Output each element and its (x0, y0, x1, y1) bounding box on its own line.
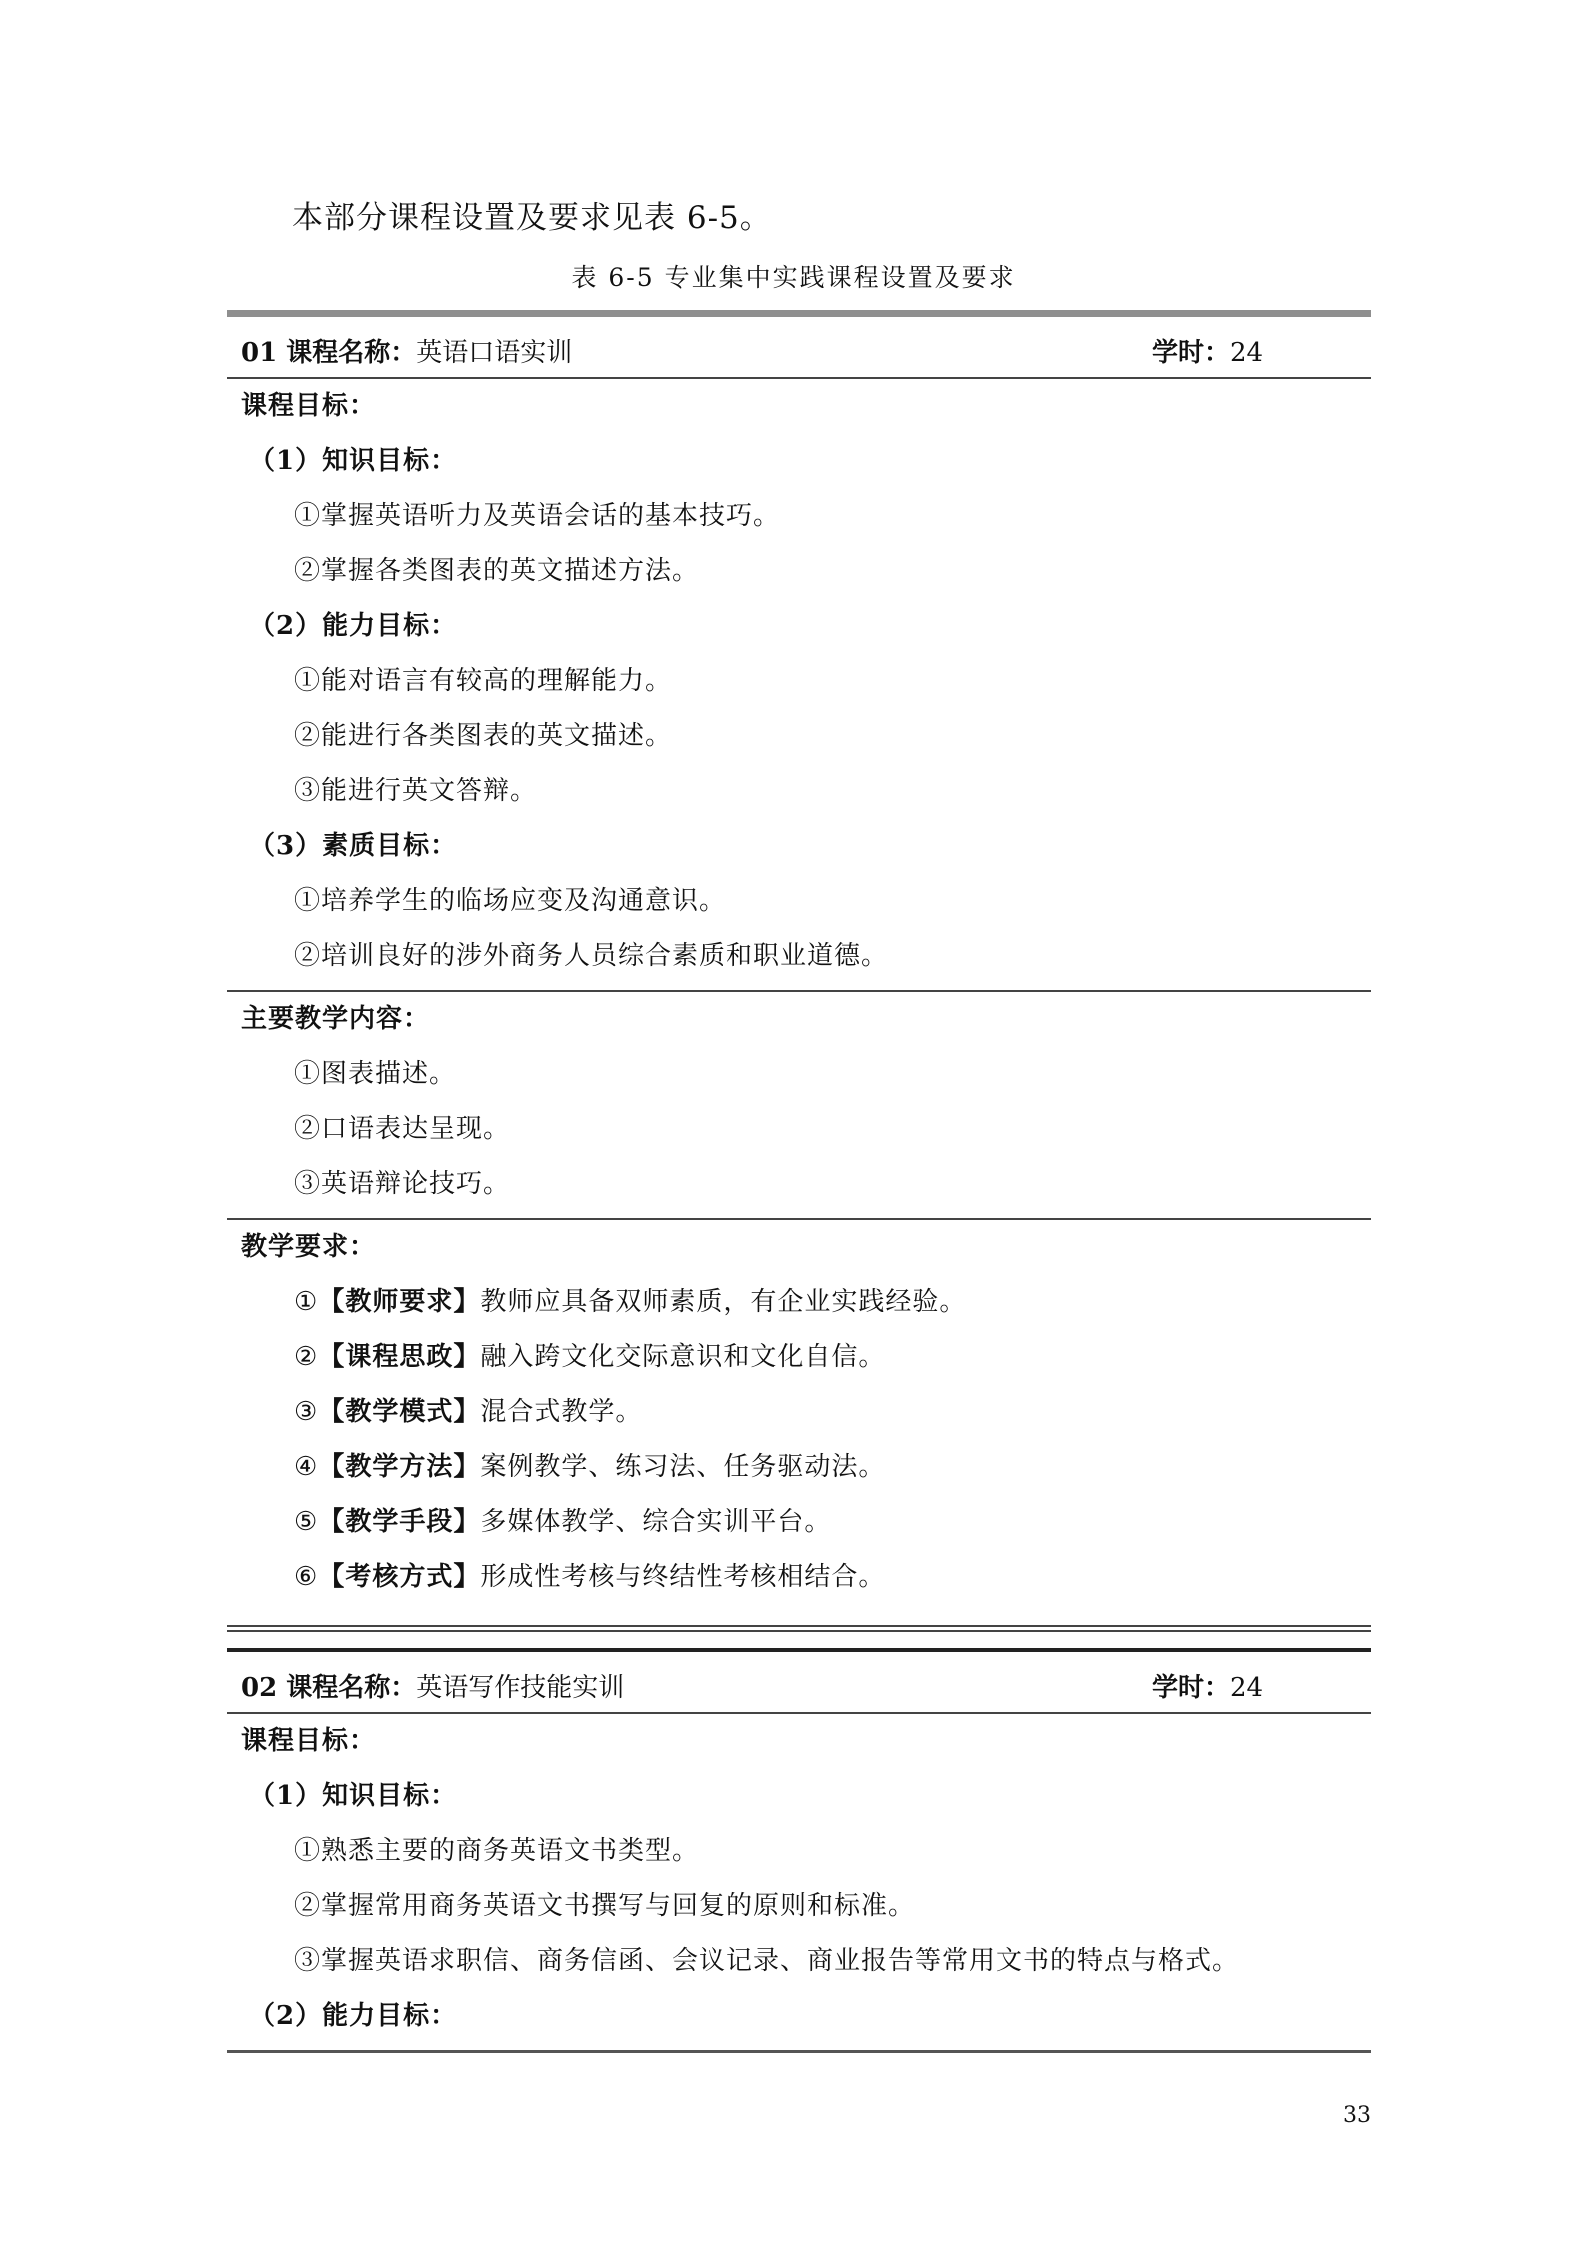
knowledge-heading: （1）知识目标： (249, 446, 458, 476)
list-item: ③英语辩论技巧。 (294, 1169, 511, 1199)
course-title-row (227, 1652, 1371, 1714)
list-item: ③【教学模式】混合式教学。 (294, 1397, 643, 1427)
list-item: ③能进行英文答辩。 (294, 776, 538, 806)
table-bottom-rule (227, 2050, 1371, 2053)
requirements-heading: 教学要求： (241, 1232, 377, 1262)
course-hours: 学时：24 (1152, 1673, 1264, 1703)
list-item: ②掌握常用商务英语文书撰写与回复的原则和标准。 (294, 1891, 916, 1921)
list-item: ②【课程思政】融入跨文化交际意识和文化自信。 (294, 1342, 886, 1372)
list-item: ③掌握英语求职信、商务信函、会议记录、商业报告等常用文书的特点与格式。 (294, 1946, 1240, 1976)
table-bottom-rule (227, 1630, 1371, 1632)
ability-heading: （2）能力目标： (249, 611, 458, 641)
ability-heading: （2）能力目标： (249, 2001, 458, 2031)
course-hours: 学时：24 (1152, 338, 1264, 368)
table-bottom-rule (227, 1625, 1371, 1627)
goal-heading: 课程目标： (241, 1726, 377, 1756)
quality-heading: （3）素质目标： (249, 831, 458, 861)
list-item: ②能进行各类图表的英文描述。 (294, 721, 673, 751)
list-item: ①【教师要求】教师应具备双师素质，有企业实践经验。 (294, 1287, 967, 1317)
course-table-2 (227, 1648, 1371, 2053)
list-item: ②培训良好的涉外商务人员综合素质和职业道德。 (294, 941, 889, 971)
teaching-requirements-section (227, 1220, 1371, 1611)
list-item: ①培养学生的临场应变及沟通意识。 (294, 886, 727, 916)
course-table-1 (227, 310, 1371, 1632)
intro-paragraph: 本部分课程设置及要求见表 6-5。 (292, 200, 772, 236)
course-title-row (227, 317, 1371, 379)
teaching-content-section (227, 992, 1371, 1220)
list-item: ④【教学方法】案例教学、练习法、任务驱动法。 (294, 1452, 886, 1482)
course-goals-section (227, 1714, 1371, 2050)
course-goals-section (227, 379, 1371, 992)
list-item: ⑥【考核方式】形成性考核与终结性考核相结合。 (294, 1562, 886, 1592)
table-caption: 表 6-5 专业集中实践课程设置及要求 (571, 263, 1016, 292)
list-item: ①掌握英语听力及英语会话的基本技巧。 (294, 501, 781, 531)
list-item: ②口语表达呈现。 (294, 1114, 511, 1144)
course-name: 02 课程名称：英语写作技能实训 (241, 1673, 625, 1703)
list-item: ②掌握各类图表的英文描述方法。 (294, 556, 700, 586)
content-heading: 主要教学内容： (241, 1004, 431, 1034)
list-item: ①熟悉主要的商务英语文书类型。 (294, 1836, 700, 1866)
knowledge-heading: （1）知识目标： (249, 1781, 458, 1811)
list-item: ①图表描述。 (294, 1059, 457, 1089)
page-number: 33 (1343, 2103, 1371, 2128)
goal-heading: 课程目标： (241, 391, 377, 421)
course-name: 01 课程名称：英语口语实训 (241, 338, 573, 368)
list-item: ⑤【教学手段】多媒体教学、综合实训平台。 (294, 1507, 832, 1537)
list-item: ①能对语言有较高的理解能力。 (294, 666, 673, 696)
